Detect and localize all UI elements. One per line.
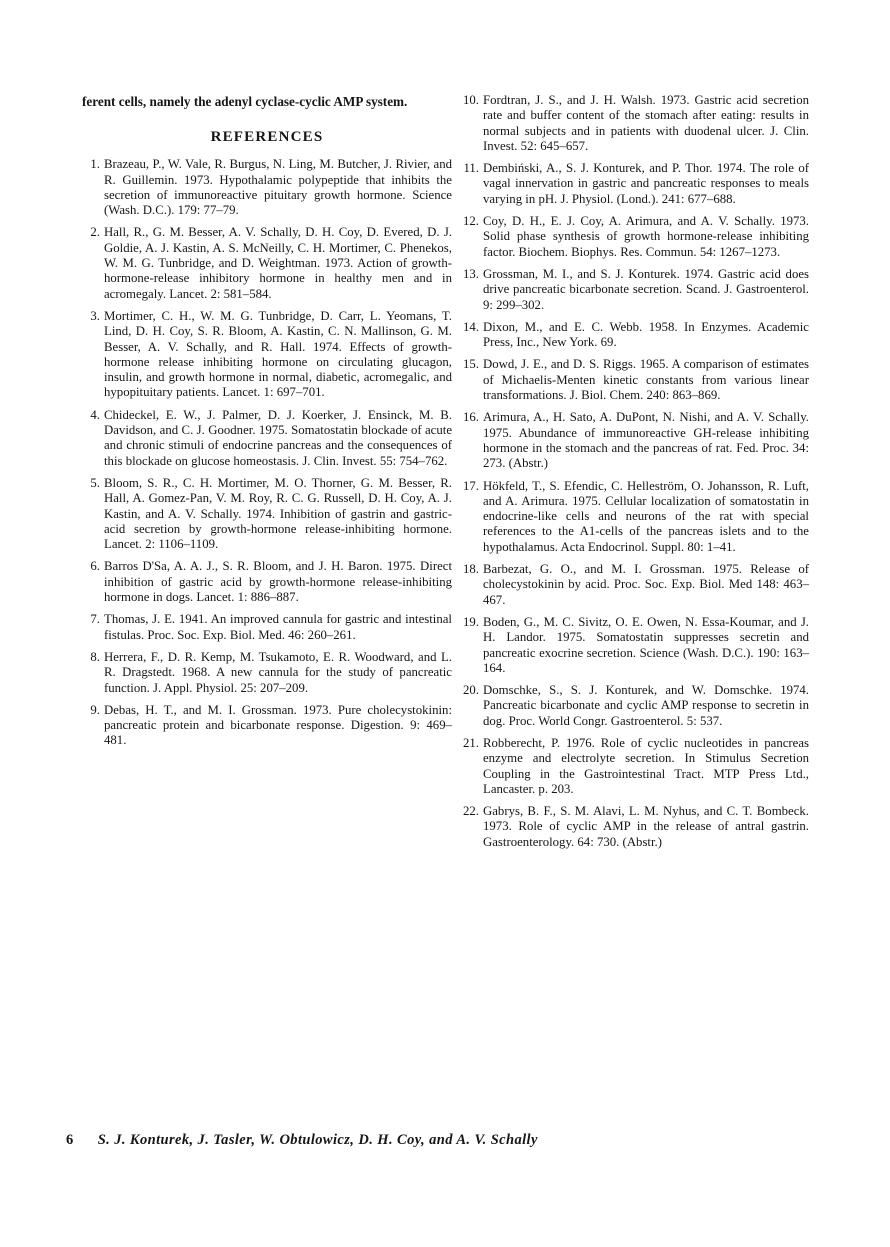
reference-text: Chideckel, E. W., J. Palmer, D. J. Koerker, J. Ensinck, M. B. Davidson, and C. J. Goodner. 1975. Somatostatin blockade of acute and chronic stimuli of endocrine pancreas and the consequences of this blockade on glucose homeostasis. J. Clin. Invest. 55: 754–762. <box>104 407 452 468</box>
reference-number: 8. <box>90 649 100 664</box>
reference-item <box>82 559 452 605</box>
reference-text: Brazeau, P., W. Vale, R. Burgus, N. Ling, M. Butcher, J. Rivier, and R. Guillemin. 1973. Hypothalamic polypeptide that inhibits the secretion of immunoreactive pituitary growth hormone. Science (Wash. D.C.). 179: 77–79. <box>104 157 452 218</box>
reference-number: 2. <box>90 225 100 240</box>
reference-list-left <box>82 157 452 748</box>
running-authors: S. J. Konturek, J. Tasler, W. Obtulowicz, D. H. Coy, and A. V. Schally <box>97 1132 538 1148</box>
reference-text: Domschke, S., S. J. Konturek, and W. Domschke. 1974. Pancreatic bicarbonate and cyclic AMP response to secretin in dog. Proc. World Congr. Gastroenterol. 5: 537. <box>483 683 809 728</box>
reference-item <box>461 562 809 608</box>
reference-number: 14. <box>463 319 479 334</box>
reference-number: 19. <box>463 614 479 629</box>
reference-item <box>461 93 809 154</box>
reference-number: 13. <box>463 266 479 281</box>
reference-item <box>461 214 809 260</box>
reference-text: Hall, R., G. M. Besser, A. V. Schally, D. H. Coy, D. Evered, D. J. Goldie, A. J. Kastin, A. S. McNeilly, C. H. Mortimer, C. Phenekos, W. M. G. Tunbridge, and D. Weightman. 1973. Action of growth-hormone-release inhibitory hormone in healthy men and in acromegaly. Lancet. 2: 581–584. <box>104 225 452 301</box>
reference-number: 16. <box>463 410 479 425</box>
reference-item <box>461 161 809 207</box>
reference-item <box>82 408 452 469</box>
reference-number: 17. <box>463 478 479 493</box>
reference-item <box>461 683 809 729</box>
reference-text: Mortimer, C. H., W. M. G. Tunbridge, D. Carr, L. Yeomans, T. Lind, D. H. Coy, S. R. Bloom, A. Kastin, C. N. Mallinson, G. M. Besser, A. V. Schally, and R. Hall. 1974. Effects of growth-hormone release inhibiting hormone on circulating glucagon, insulin, and growth hormone in normal, diabetic, acromegalic, and hypopituitary patients. Lancet. 1: 697–701. <box>104 308 452 400</box>
reference-item <box>461 267 809 313</box>
reference-text: Thomas, J. E. 1941. An improved cannula for gastric and intestinal fistulas. Proc. Soc. Exp. Biol. Med. 46: 260–261. <box>104 612 452 642</box>
reference-text: Barbezat, G. O., and M. I. Grossman. 1975. Release of cholecystokinin by acid. Proc. Soc. Exp. Biol. Med 148: 463–467. <box>483 562 809 607</box>
reference-item <box>82 612 452 643</box>
reference-number: 4. <box>90 407 100 422</box>
reference-number: 20. <box>463 683 479 698</box>
reference-number: 21. <box>463 735 479 750</box>
reference-item <box>461 410 809 471</box>
reference-text: Gabrys, B. F., S. M. Alavi, L. M. Nyhus, and C. T. Bombeck. 1973. Role of cyclic AMP in the release of antral gastrin. Gastroenterology. 64: 730. (Abstr.) <box>483 804 809 849</box>
reference-list-right <box>461 93 809 850</box>
left-column <box>82 93 452 756</box>
reference-text: Fordtran, J. S., and J. H. Walsh. 1973. Gastric acid secretion rate and buffer content of the stomach after eating: results in normal subjects and in patients with duodenal ulcer. J. Clin. Invest. 52: 645–657. <box>483 93 809 153</box>
reference-text: Robberecht, P. 1976. Role of cyclic nucleotides in pancreas enzyme and electrolyte secretion. In Stimulus Secretion Coupling in the Gastrointestinal Tract. MTP Press Ltd., Lancaster. p. 203. <box>483 735 809 796</box>
reference-text: Hökfeld, T., S. Efendic, C. Hellestrӧm, O. Johansson, R. Luft, and A. Arimura. 1975. Cellular localization of somatostatin in endocrine-like cells and neurons of the rat with special references to the A1-cells of the pancreas islets and to the hypothalamus. Acta Endocrinol. Suppl. 80: 1–41. <box>483 478 809 554</box>
reference-text: Bloom, S. R., C. H. Mortimer, M. O. Thorner, G. M. Besser, R. Hall, A. Gomez-Pan, V. M. Roy, R. C. G. Russell, D. H. Coy, A. J. Kastin, and A. V. Schally. 1974. Inhibition of gastrin and gastric-acid secretion by growth-hormone release-inhibiting hormone. Lancet. 2: 1106–1109. <box>104 475 452 552</box>
reference-text: Arimura, A., H. Sato, A. DuPont, N. Nishi, and A. V. Schally. 1975. Abundance of immunoreactive GH-release inhibiting hormone in the stomach and the pancreas of rat. Fed. Proc. 34: 273. (Abstr.) <box>483 410 809 471</box>
reference-number: 9. <box>90 702 100 717</box>
reference-text: Grossman, M. I., and S. J. Konturek. 1974. Gastric acid does drive pancreatic bicarbonate secretion. Scand. J. Gastroenterol. 9: 299–302. <box>483 266 809 312</box>
reference-number: 1. <box>90 157 100 172</box>
reference-number: 22. <box>463 804 479 819</box>
reference-item <box>82 225 452 301</box>
reference-text: Dixon, M., and E. C. Webb. 1958. In Enzymes. Academic Press, Inc., New York. 69. <box>483 319 809 350</box>
reference-text: Dembiński, A., S. J. Konturek, and P. Thor. 1974. The role of vagal innervation in gastric and pancreatic responses to meals varying in pH. J. Physiol. (Lond.). 241: 677–688. <box>483 161 809 206</box>
reference-number: 12. <box>463 214 479 229</box>
reference-number: 10. <box>463 93 479 107</box>
reference-item <box>82 703 452 749</box>
page-footer <box>66 1132 538 1149</box>
right-column <box>461 93 809 857</box>
reference-item <box>82 650 452 696</box>
reference-text: Coy, D. H., E. J. Coy, A. Arimura, and A. V. Schally. 1973. Solid phase synthesis of growth hormone-release inhibiting factor. Biochem. Biophys. Res. Commun. 54: 1267–1273. <box>483 214 809 259</box>
reference-number: 5. <box>90 475 100 490</box>
reference-item <box>461 479 809 555</box>
reference-text: Dowd, J. E., and D. S. Riggs. 1965. A comparison of estimates of Michaelis-Menten kinetic constants from various linear transformations. J. Biol. Chem. 240: 863–869. <box>483 357 809 403</box>
reference-number: 11. <box>463 161 479 176</box>
reference-item <box>82 476 452 552</box>
reference-number: 15. <box>463 357 479 372</box>
reference-text: Boden, G., M. C. Sivitz, O. E. Owen, N. Essa-Koumar, and J. H. Landor. 1975. Somatostatin suppresses secretin and pancreatic exocrine secretion. Science (Wash. D.C.). 190: 163–164. <box>483 614 809 675</box>
lead-paragraph: ferent cells, namely the adenyl cyclase-cyclic AMP system. <box>82 94 408 109</box>
page-number: 6 <box>66 1132 74 1148</box>
reference-number: 7. <box>90 612 100 627</box>
reference-item <box>461 357 809 403</box>
reference-item <box>461 736 809 797</box>
references-heading: REFERENCES <box>210 129 324 145</box>
reference-number: 6. <box>90 559 100 574</box>
reference-item <box>461 615 809 676</box>
reference-text: Debas, H. T., and M. I. Grossman. 1973. Pure cholecystokinin: pancreatic protein and bicarbonate response. Digestion. 9: 469–481. <box>104 702 452 748</box>
reference-item <box>82 157 452 218</box>
reference-text: Barros D'Sa, A. A. J., S. R. Bloom, and J. H. Baron. 1975. Direct inhibition of gastric acid by growth-hormone release-inhibiting hormone in dogs. Lancet. 1: 886–887. <box>104 559 452 605</box>
reference-item <box>461 320 809 351</box>
reference-number: 18. <box>463 562 479 577</box>
reference-text: Herrera, F., D. R. Kemp, M. Tsukamoto, E. R. Woodward, and L. R. Dragstedt. 1968. A new cannula for the study of pancreatic function. J. Appl. Physiol. 25: 207–209. <box>104 649 452 695</box>
reference-item <box>82 309 452 401</box>
reference-item <box>461 804 809 850</box>
reference-number: 3. <box>90 308 100 323</box>
